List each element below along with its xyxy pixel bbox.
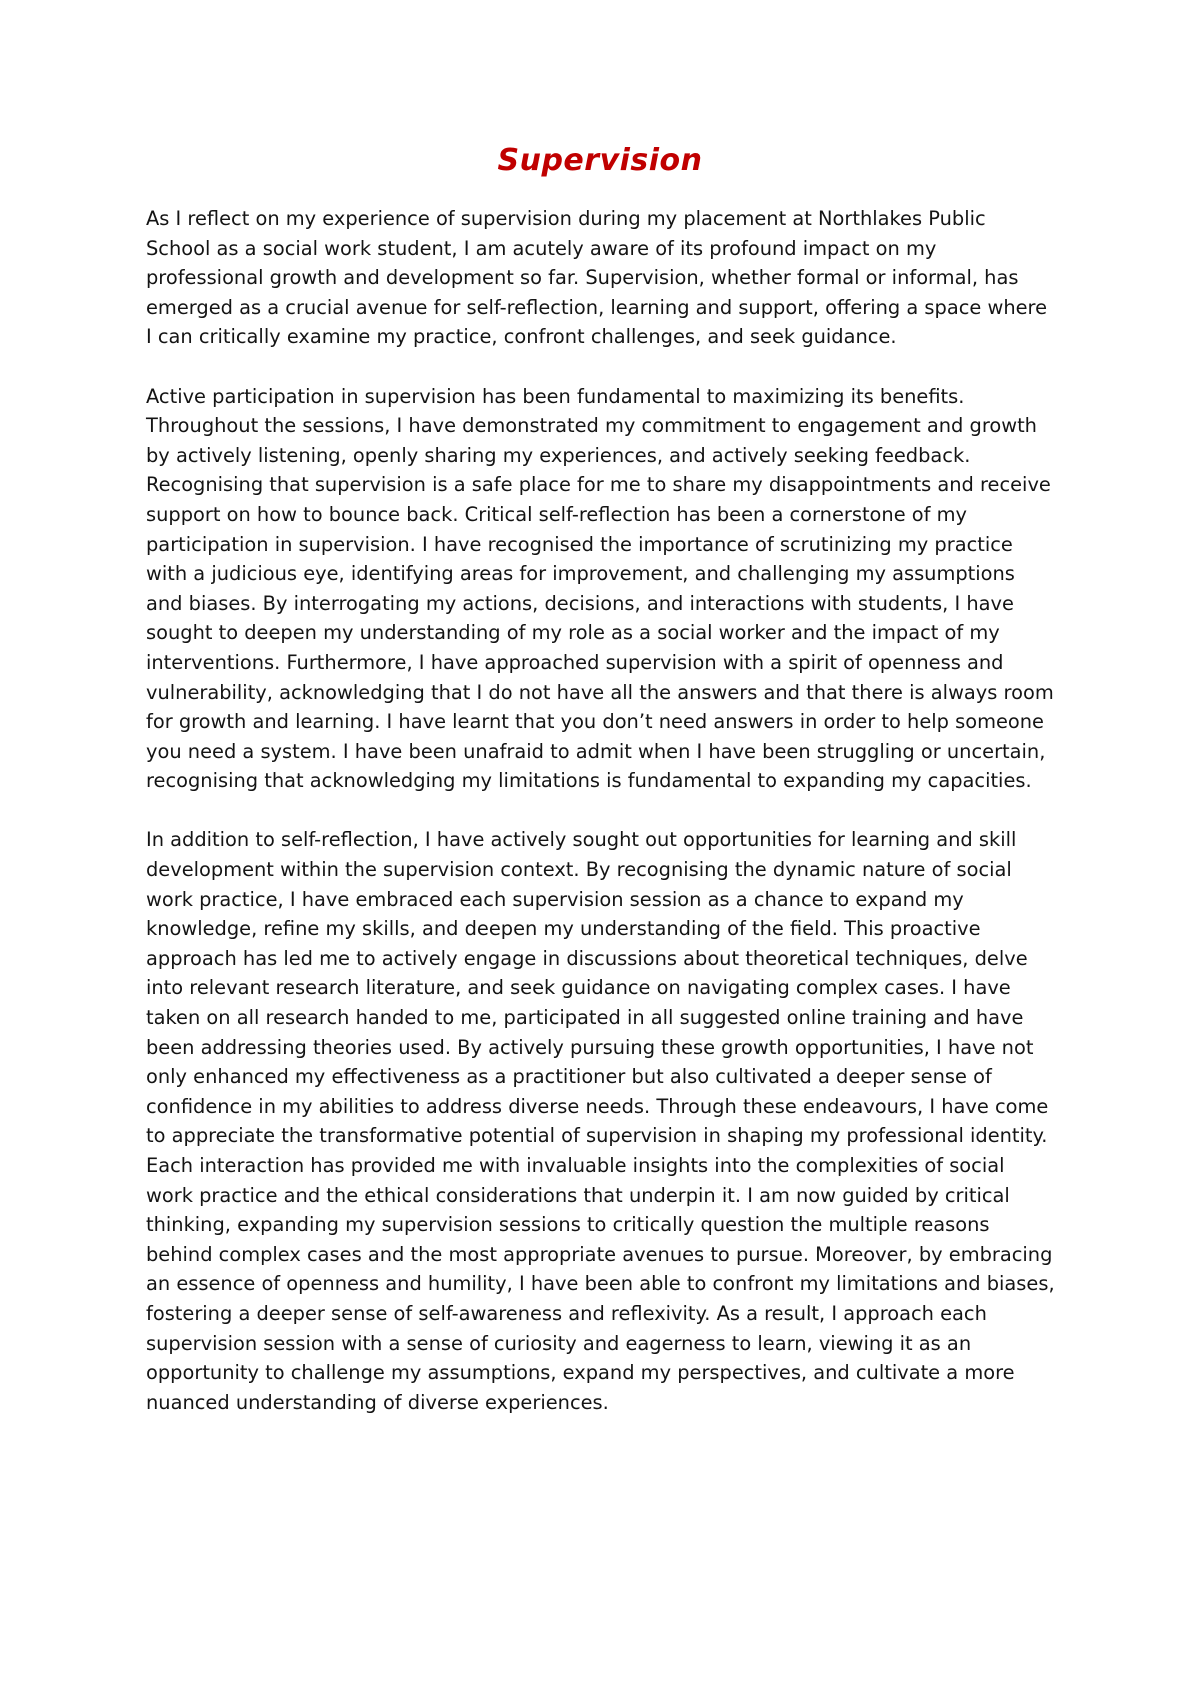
paragraph-line: supervision session with a sense of curiosity and eagerness to learn, viewing it as an — [146, 1331, 972, 1355]
paragraph-line: an essence of openness and humility, I have been able to confront my limitations and biases, — [146, 1272, 1055, 1296]
paragraph-line: support on how to bounce back. Critical self-reflection has been a cornerstone of my — [146, 502, 968, 526]
paragraph-line: professional growth and development so far. Supervision, whether formal or informal, has — [146, 266, 1019, 290]
paragraph-line: Each interaction has provided me with invaluable insights into the complexities of social — [146, 1154, 1005, 1177]
paragraph-line: knowledge, refine my skills, and deepen my understanding of the field. This proactive — [146, 917, 981, 941]
page-title: Supervision — [497, 143, 703, 178]
paragraph-line: opportunity to challenge my assumptions, expand my perspectives, and cultivate a more — [146, 1361, 1015, 1385]
paragraph-line: been addressing theories used. By actively pursuing these growth opportunities, I have not — [146, 1035, 1034, 1059]
paragraph-line: interventions. Furthermore, I have approached supervision with a spirit of openness and — [146, 650, 1004, 674]
paragraph-line: vulnerability, acknowledging that I do not have all the answers and that there is always room — [146, 680, 1054, 704]
paragraph-line: emerged as a crucial avenue for self-reflection, learning and support, offering a space where — [146, 295, 1048, 319]
paragraph-line: School as a social work student, I am acutely aware of its profound impact on my — [146, 236, 937, 260]
paragraph-line: In addition to self-reflection, I have actively sought out opportunities for learning and skill — [146, 828, 1017, 852]
paragraph-line: Throughout the sessions, I have demonstrated my commitment to engagement and growth — [146, 414, 1037, 438]
paragraph-line: recognising that acknowledging my limitations is fundamental to expanding my capacities. — [146, 769, 1032, 793]
paragraph-1 — [146, 204, 1066, 352]
paragraph-line: participation in supervision. I have recognised the importance of scrutinizing my practice — [146, 532, 1013, 556]
document-body — [146, 204, 1066, 1447]
paragraph-line: fostering a deeper sense of self-awareness and reflexivity. As a result, I approach each — [146, 1301, 987, 1325]
paragraph-line: by actively listening, openly sharing my experiences, and actively seeking feedback. — [146, 443, 971, 467]
paragraph-line: Active participation in supervision has been fundamental to maximizing its benefits. — [146, 384, 965, 408]
paragraph-line: Recognising that supervision is a safe place for me to share my disappointments and receive — [146, 473, 1051, 497]
paragraph-line: As I reflect on my experience of supervision during my placement at Northlakes Public — [146, 207, 986, 230]
paragraph-line: nuanced understanding of diverse experiences. — [146, 1390, 609, 1414]
paragraph-line: only enhanced my effectiveness as a practitioner but also cultivated a deeper sense of — [146, 1065, 992, 1089]
paragraph-line: taken on all research handed to me, participated in all suggested online training and have — [146, 1006, 1024, 1030]
paragraph-line: to appreciate the transformative potential of supervision in shaping my professional identity. — [146, 1124, 1048, 1148]
paragraph-line: approach has led me to actively engage in discussions about theoretical techniques, delve — [146, 946, 1028, 970]
paragraph-line: for growth and learning. I have learnt that you don’t need answers in order to help someone — [146, 710, 1044, 734]
paragraph-line: I can critically examine my practice, confront challenges, and seek guidance. — [146, 325, 897, 349]
paragraph-line: and biases. By interrogating my actions, decisions, and interactions with students, I have — [146, 591, 1014, 615]
paragraph-line: sought to deepen my understanding of my role as a social worker and the impact of my — [146, 621, 1000, 645]
paragraph-line: behind complex cases and the most appropriate avenues to pursue. Moreover, by embracing — [146, 1242, 1053, 1266]
paragraph-2 — [146, 382, 1066, 796]
paragraph-line: work practice, I have embraced each supervision session as a chance to expand my — [146, 887, 964, 911]
paragraph-line: confidence in my abilities to address diverse needs. Through these endeavours, I have come — [146, 1094, 1049, 1118]
paragraph-3 — [146, 825, 1066, 1417]
paragraph-line: development within the supervision context. By recognising the dynamic nature of social — [146, 858, 1012, 882]
paragraph-line: you need a system. I have been unafraid to admit when I have been struggling or uncertain, — [146, 739, 1046, 763]
paragraph-line: thinking, expanding my supervision sessions to critically question the multiple reasons — [146, 1213, 990, 1237]
paragraph-line: with a judicious eye, identifying areas for improvement, and challenging my assumptions — [146, 562, 1015, 586]
paragraph-line: work practice and the ethical considerations that underpin it. I am now guided by critical — [146, 1183, 1010, 1207]
paragraph-line: into relevant research literature, and seek guidance on navigating complex cases. I have — [146, 976, 1011, 1000]
